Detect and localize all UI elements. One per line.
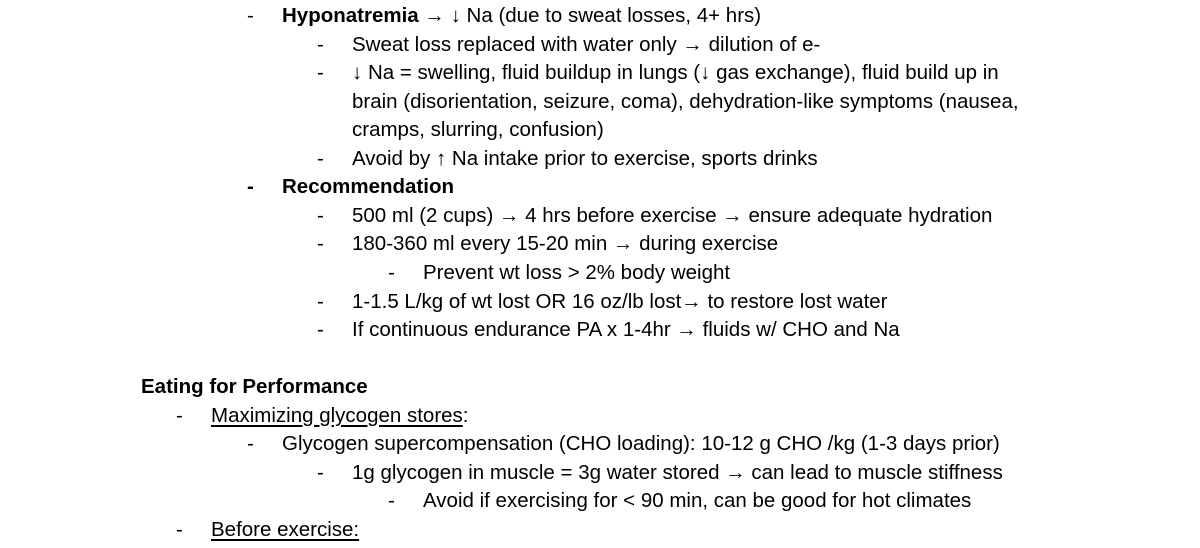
list-bullet: - (317, 461, 324, 484)
list-bullet: - (317, 204, 324, 227)
list-bullet: - (317, 232, 324, 255)
list-bullet: - (317, 61, 324, 84)
list-item-text (211, 402, 469, 431)
list-bullet: - (176, 518, 183, 541)
list-item-text: Glycogen supercompensation (CHO loading): 10-12 g CHO /kg (1-3 days prior) (282, 432, 1000, 455)
list-bullet: - (317, 147, 324, 170)
before-exercise-heading: Before exercise: (211, 518, 360, 541)
list-bullet: - (317, 33, 324, 56)
hyponatremia-description: → ↓ Na (due to sweat losses, 4+ hrs) (418, 4, 762, 27)
section-heading: Eating for Performance (141, 375, 368, 398)
list-item-text: cramps, slurring, confusion) (352, 118, 604, 141)
list-bullet: - (317, 290, 324, 313)
list-item-text: 1g glycogen in muscle = 3g water stored → can lead to muscle stiffness (352, 461, 1003, 484)
hyponatremia-term: Hyponatremia (282, 4, 419, 27)
list-bullet: - (317, 318, 324, 341)
list-bullet: - (388, 489, 395, 512)
list-bullet: - (247, 4, 254, 27)
recommendation-heading: Recommendation (282, 175, 454, 198)
glycogen-colon: : (462, 404, 469, 427)
list-item-text: 1-1.5 L/kg of wt lost OR 16 oz/lb lost→ to restore lost water (352, 290, 888, 313)
list-item-text: 180-360 ml every 15-20 min → during exercise (352, 232, 779, 255)
list-bullet: - (176, 404, 183, 427)
list-item-text: ↓ Na = swelling, fluid buildup in lungs (↓ gas exchange), fluid build up in (352, 61, 999, 84)
list-bullet: - (247, 432, 254, 455)
list-item-text: If continuous endurance PA x 1-4hr → fluids w/ CHO and Na (352, 318, 900, 341)
list-item-text: brain (disorientation, seizure, coma), dehydration-like symptoms (nausea, (352, 90, 1019, 113)
list-item-text: 500 ml (2 cups) → 4 hrs before exercise → ensure adequate hydration (352, 204, 993, 227)
list-item-text: Sweat loss replaced with water only → dilution of e- (352, 33, 821, 56)
glycogen-heading: Maximizing glycogen stores (211, 404, 463, 427)
list-item-text: Avoid by ↑ Na intake prior to exercise, sports drinks (352, 147, 818, 170)
list-bullet: - (388, 261, 395, 284)
list-item-text: Prevent wt loss > 2% body weight (423, 261, 731, 284)
list-item-text (282, 2, 761, 31)
list-bullet: - (247, 175, 254, 198)
list-item-text: Avoid if exercising for < 90 min, can be good for hot climates (423, 489, 972, 512)
